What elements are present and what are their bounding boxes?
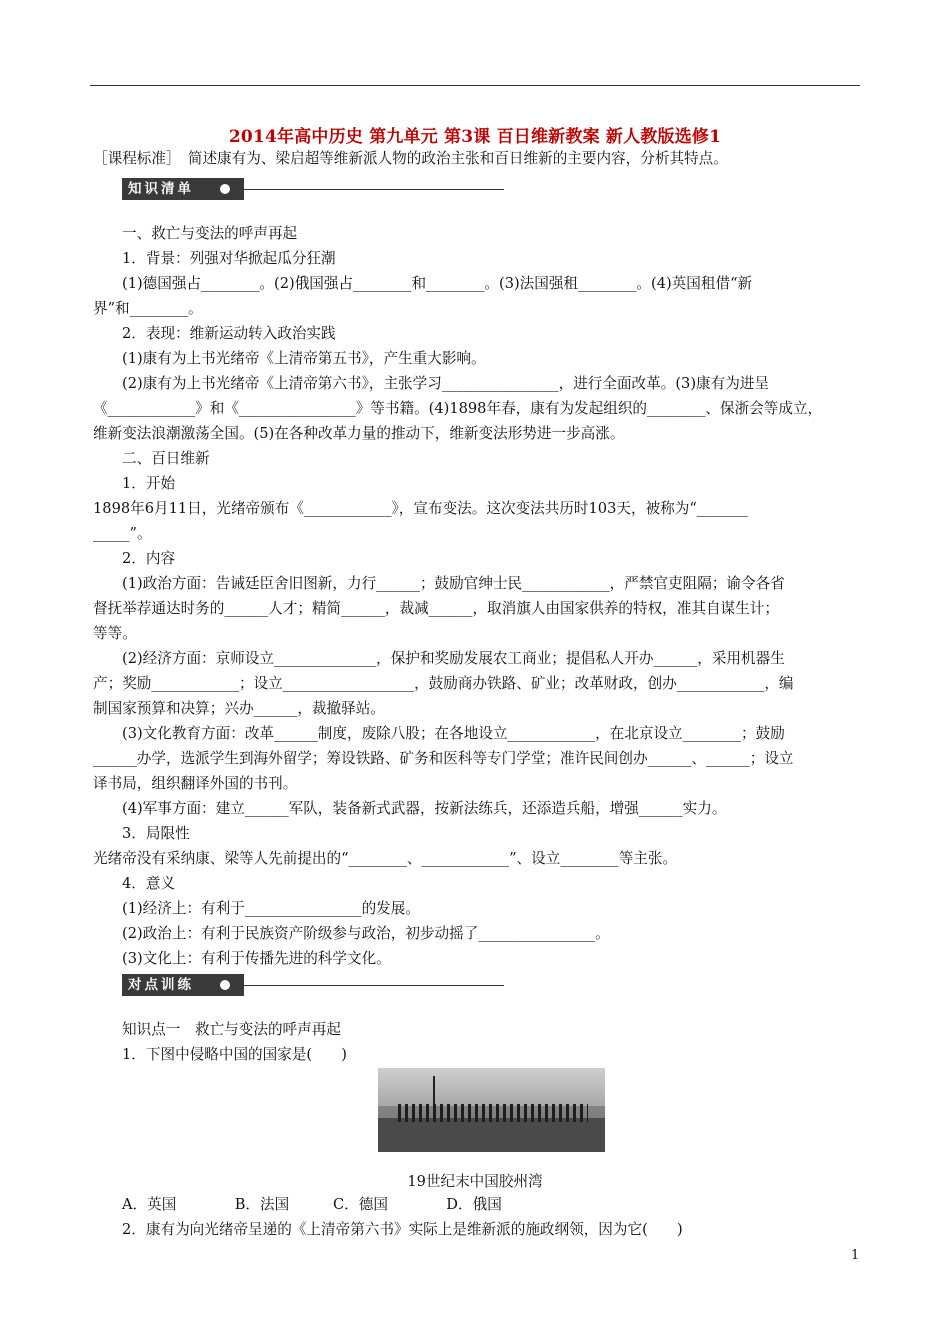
text-line: 维新变法浪潮激荡全国。(5)在各种改革力量的推动下，维新变法形势进一步高涨。 (93, 425, 625, 442)
banner-label: 对点训练 (122, 974, 244, 996)
text-line: 1898年6月11日，光绪帝颁布《____________》，宣布变法。这次变法共历时103天，被称为“_______ (93, 500, 748, 517)
subheading: 2．表现：维新运动转入政治实践 (122, 325, 336, 342)
text-line: (2)政治上：有利于民族资产阶级参与政治，初步动摇了________________。 (122, 925, 610, 942)
text-line: _____”。 (93, 525, 152, 542)
document-title: 2014年高中历史 第九单元 第3课 百日维新教案 新人教版选修1 (228, 127, 722, 147)
question-1: 1．下图中侵略中国的国家是( ) (122, 1046, 347, 1063)
subheading: 2．内容 (122, 550, 176, 567)
heading: 二、百日维新 (122, 450, 210, 467)
text-line: 界”和________。 (93, 300, 203, 317)
text-line: (1)经济上：有利于________________的发展。 (122, 900, 420, 917)
photo-ground (378, 1118, 605, 1152)
page-number: 1 (851, 1248, 860, 1263)
question-2: 2．康有为向光绪帝呈递的《上清帝第六书》实际上是维新派的施政纲领，因为它( ) (122, 1221, 683, 1238)
text-line: 等等。 (93, 625, 137, 642)
text-line: (4)军事方面：建立______军队，装备新式武器，按新法练兵，还添造兵船，增强______实力。 (122, 800, 727, 817)
text-line: (1)政治方面：告诫廷臣舍旧图新，力行______；鼓励官绅士民____________，严禁官吏阻隔；谕令各省 (122, 575, 785, 592)
troops-silhouette (398, 1104, 588, 1122)
text-line: (3)文化教育方面：改革______制度，废除八股；在各地设立____________，在北京设立________；鼓励 (122, 725, 785, 742)
text-line: 光绪帝没有采纳康、梁等人先前提出的“________、____________”、设立________等主张。 (93, 850, 678, 867)
text-line: (1)康有为上书光绪帝《上清帝第五书》，产生重大影响。 (122, 350, 486, 367)
banner-label: 知识清单 (122, 178, 244, 200)
photo-caption: 19世纪末中国胶州湾 (407, 1173, 543, 1190)
historical-photo (378, 1068, 605, 1152)
knowledge-point-heading: 知识点一 救亡与变法的呼声再起 (122, 1021, 341, 1038)
text-line: 《____________》和《________________》等书籍。(4)1898年春，康有为发起组织的________、保浙会等成立， (93, 400, 823, 417)
text-line: (3)文化上：有利于传播先进的科学文化。 (122, 950, 391, 967)
bullet-dot-icon (220, 980, 230, 990)
text-line: 督抚举荐通达时务的______人才；精简______，裁减______，取消旗人由国家供养的特权，准其自谋生计； (93, 600, 779, 617)
text-line: (1)德国强占________。(2)俄国强占________和________。(3)法国强租________。(4)英国租借“新 (122, 275, 753, 292)
answer-options: A．英国 B．法国 C．德国 D．俄国 (122, 1196, 502, 1213)
subheading: 1．开始 (122, 475, 176, 492)
text-line: ______办学，选派学生到海外留学；筹设铁路、矿务和医科等专门学堂；准许民间创办______、______；设立 (93, 750, 794, 767)
banner-rule (242, 189, 504, 190)
text-line: (2)经济方面：京师设立______________，保护和奖励发展农工商业；提倡私人开办______，采用机器生 (122, 650, 785, 667)
text-line: 译书局，组织翻译外国的书刊。 (93, 775, 298, 792)
heading: 一、救亡与变法的呼声再起 (122, 225, 298, 242)
subheading: 1．背景：列强对华掀起瓜分狂潮 (122, 250, 336, 267)
photo-sky (378, 1068, 605, 1106)
text-line: 制国家预算和决算；兴办______，裁撤驿站。 (93, 700, 385, 717)
header-rule (90, 85, 860, 86)
banner-rule (242, 985, 504, 986)
subheading: 4．意义 (122, 875, 176, 892)
text-line: (2)康有为上书光绪帝《上清帝第六书》，主张学习________________，进行全面改革。(3)康有为进呈 (122, 375, 769, 392)
bullet-dot-icon (220, 184, 230, 194)
course-standard: ［课程标准］ 简述康有为、梁启超等维新派人物的政治主张和百日维新的主要内容，分析其特点。 (93, 150, 728, 167)
subheading: 3．局限性 (122, 825, 190, 842)
text-line: 产；奖励____________；设立__________________，鼓励商办铁路、矿业；改革财政，创办____________，编 (93, 675, 794, 692)
